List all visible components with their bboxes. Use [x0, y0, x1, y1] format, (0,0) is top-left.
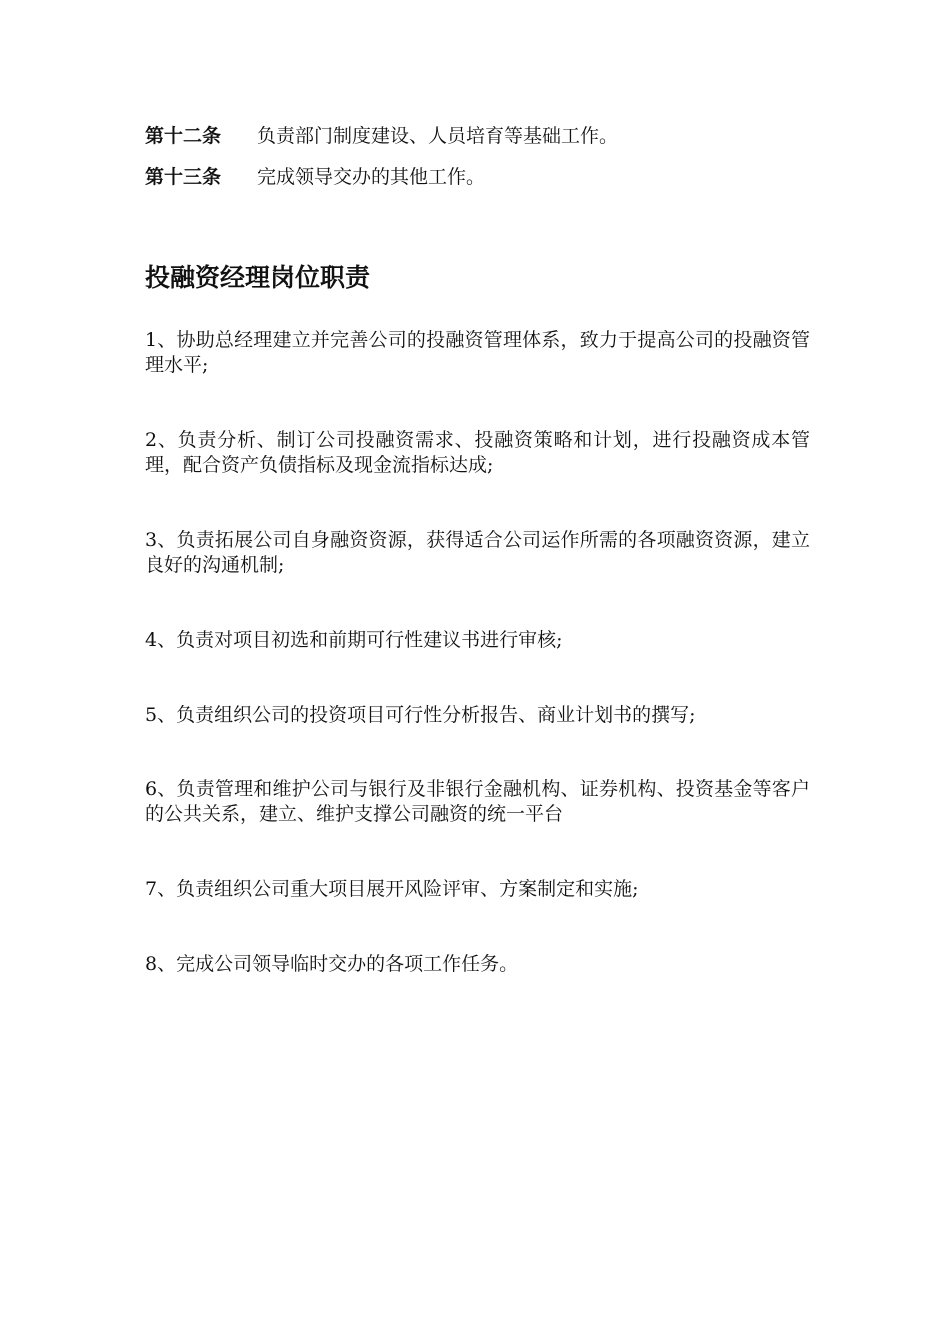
article-text: 负责部门制度建设、人员培育等基础工作。 [257, 125, 619, 147]
article-text: 完成领导交办的其他工作。 [257, 166, 486, 188]
duty-item: 4、负责对项目初选和前期可行性建议书进行审核; [145, 629, 563, 651]
article-number: 第十二条 [145, 125, 222, 147]
article-number: 第十三条 [145, 166, 222, 188]
duty-item: 7、负责组织公司重大项目展开风险评审、方案制定和实施; [145, 878, 639, 900]
duty-item: 8、完成公司领导临时交办的各项工作任务。 [145, 953, 519, 975]
article-12 [145, 123, 618, 149]
duty-item: 3、负责拓展公司自身融资资源，获得适合公司运作所需的各项融资资源，建立良好的沟通机制; [145, 529, 810, 576]
duty-item: 6、负责管理和维护公司与银行及非银行金融机构、证券机构、投资基金等客户的公共关系，建立、维护支撑公司融资的统一平台 [145, 778, 810, 825]
duty-item: 2、负责分析、制订公司投融资需求、投融资策略和计划，进行投融资成本管理，配合资产负债指标及现金流指标达成; [145, 429, 810, 476]
duty-item: 5、负责组织公司的投资项目可行性分析报告、商业计划书的撰写; [145, 704, 696, 726]
duty-item: 1、协助总经理建立并完善公司的投融资管理体系，致力于提高公司的投融资管理水平; [145, 329, 810, 376]
article-13 [145, 164, 485, 190]
section-title: 投融资经理岗位职责 [145, 263, 371, 292]
